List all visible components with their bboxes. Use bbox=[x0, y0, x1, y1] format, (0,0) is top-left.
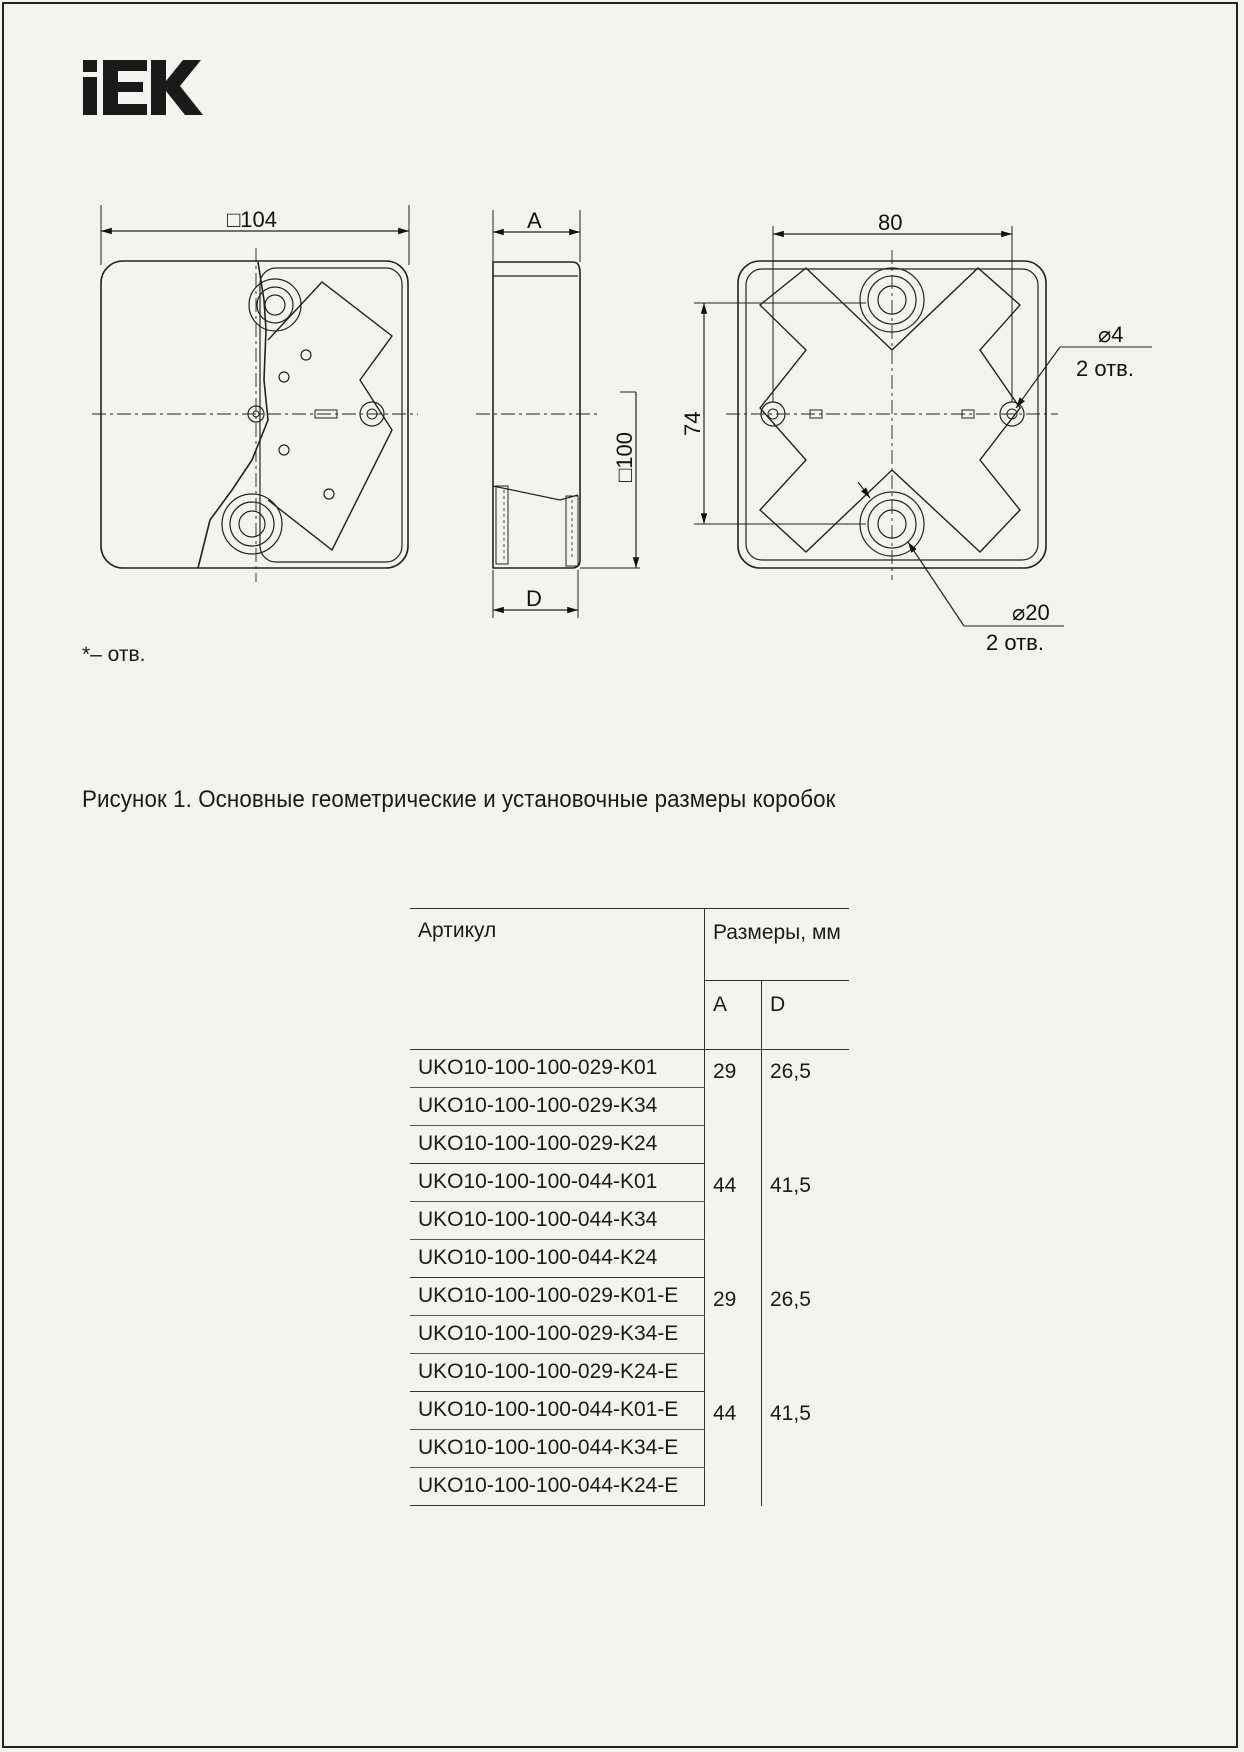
header-size: Размеры, мм bbox=[705, 909, 849, 981]
article-cell: UKO10-100-100-044-K01 bbox=[410, 1164, 705, 1202]
header-a: A bbox=[705, 981, 762, 1050]
technical-drawing bbox=[0, 0, 1244, 760]
table-row bbox=[410, 1050, 849, 1088]
spec-table-body bbox=[410, 1050, 849, 1506]
large-hole-count-label: 2 отв. bbox=[986, 630, 1044, 655]
article-cell: UKO10-100-100-029-K24 bbox=[410, 1126, 705, 1164]
article-cell: UKO10-100-100-044-K01-E bbox=[410, 1392, 705, 1430]
front-view bbox=[92, 205, 418, 582]
footnote: *– отв. bbox=[82, 643, 146, 666]
small-hole-count-label: 2 отв. bbox=[1076, 356, 1134, 381]
article-cell: UKO10-100-100-044-K24-E bbox=[410, 1468, 705, 1506]
dim-74-label: 74 bbox=[680, 411, 705, 436]
article-cell: UKO10-100-100-044-K34-E bbox=[410, 1430, 705, 1468]
dim-height-label: □100 bbox=[612, 432, 637, 482]
size-d-cell: 26,5 bbox=[770, 1287, 811, 1311]
back-view bbox=[694, 226, 1152, 626]
size-d-cell: 41,5 bbox=[770, 1401, 811, 1425]
size-a-cell: 44 bbox=[705, 1392, 762, 1506]
size-d-cell: 26,5 bbox=[770, 1060, 811, 1083]
dim-width-label: □104 bbox=[227, 207, 277, 232]
dim-a-label: A bbox=[527, 208, 542, 233]
side-view bbox=[476, 210, 640, 618]
header-article: Артикул bbox=[410, 909, 705, 1050]
small-hole-dia-label: ⌀4 bbox=[1098, 322, 1124, 347]
large-hole-dia-label: ⌀20 bbox=[1012, 600, 1050, 625]
size-d-cell: 41,5 bbox=[770, 1173, 811, 1197]
article-cell: UKO10-100-100-044-K34 bbox=[410, 1202, 705, 1240]
size-a-cell: 29 bbox=[705, 1050, 762, 1164]
dim-80-label: 80 bbox=[878, 210, 903, 235]
iek-logo bbox=[0, 0, 203, 115]
figure-caption: Рисунок 1. Основные геометрические и установочные размеры коробок bbox=[82, 786, 836, 813]
article-cell: UKO10-100-100-029-K01-E bbox=[410, 1278, 705, 1316]
spec-table bbox=[410, 908, 849, 1506]
article-cell: UKO10-100-100-029-K01 bbox=[410, 1050, 705, 1088]
header-d: D bbox=[762, 981, 849, 1050]
article-cell: UKO10-100-100-029-K34 bbox=[410, 1088, 705, 1126]
article-cell: UKO10-100-100-044-K24 bbox=[410, 1240, 705, 1278]
article-cell: UKO10-100-100-029-K24-E bbox=[410, 1354, 705, 1392]
size-a-cell: 44 bbox=[705, 1164, 762, 1278]
size-a-cell: 29 bbox=[705, 1278, 762, 1392]
logo-text: IEK bbox=[0, 0, 2, 1]
table-row bbox=[410, 1392, 849, 1430]
article-cell: UKO10-100-100-029-K34-E bbox=[410, 1316, 705, 1354]
dim-d-label: D bbox=[526, 586, 542, 611]
table-row bbox=[410, 1164, 849, 1202]
table-row bbox=[410, 1278, 849, 1316]
